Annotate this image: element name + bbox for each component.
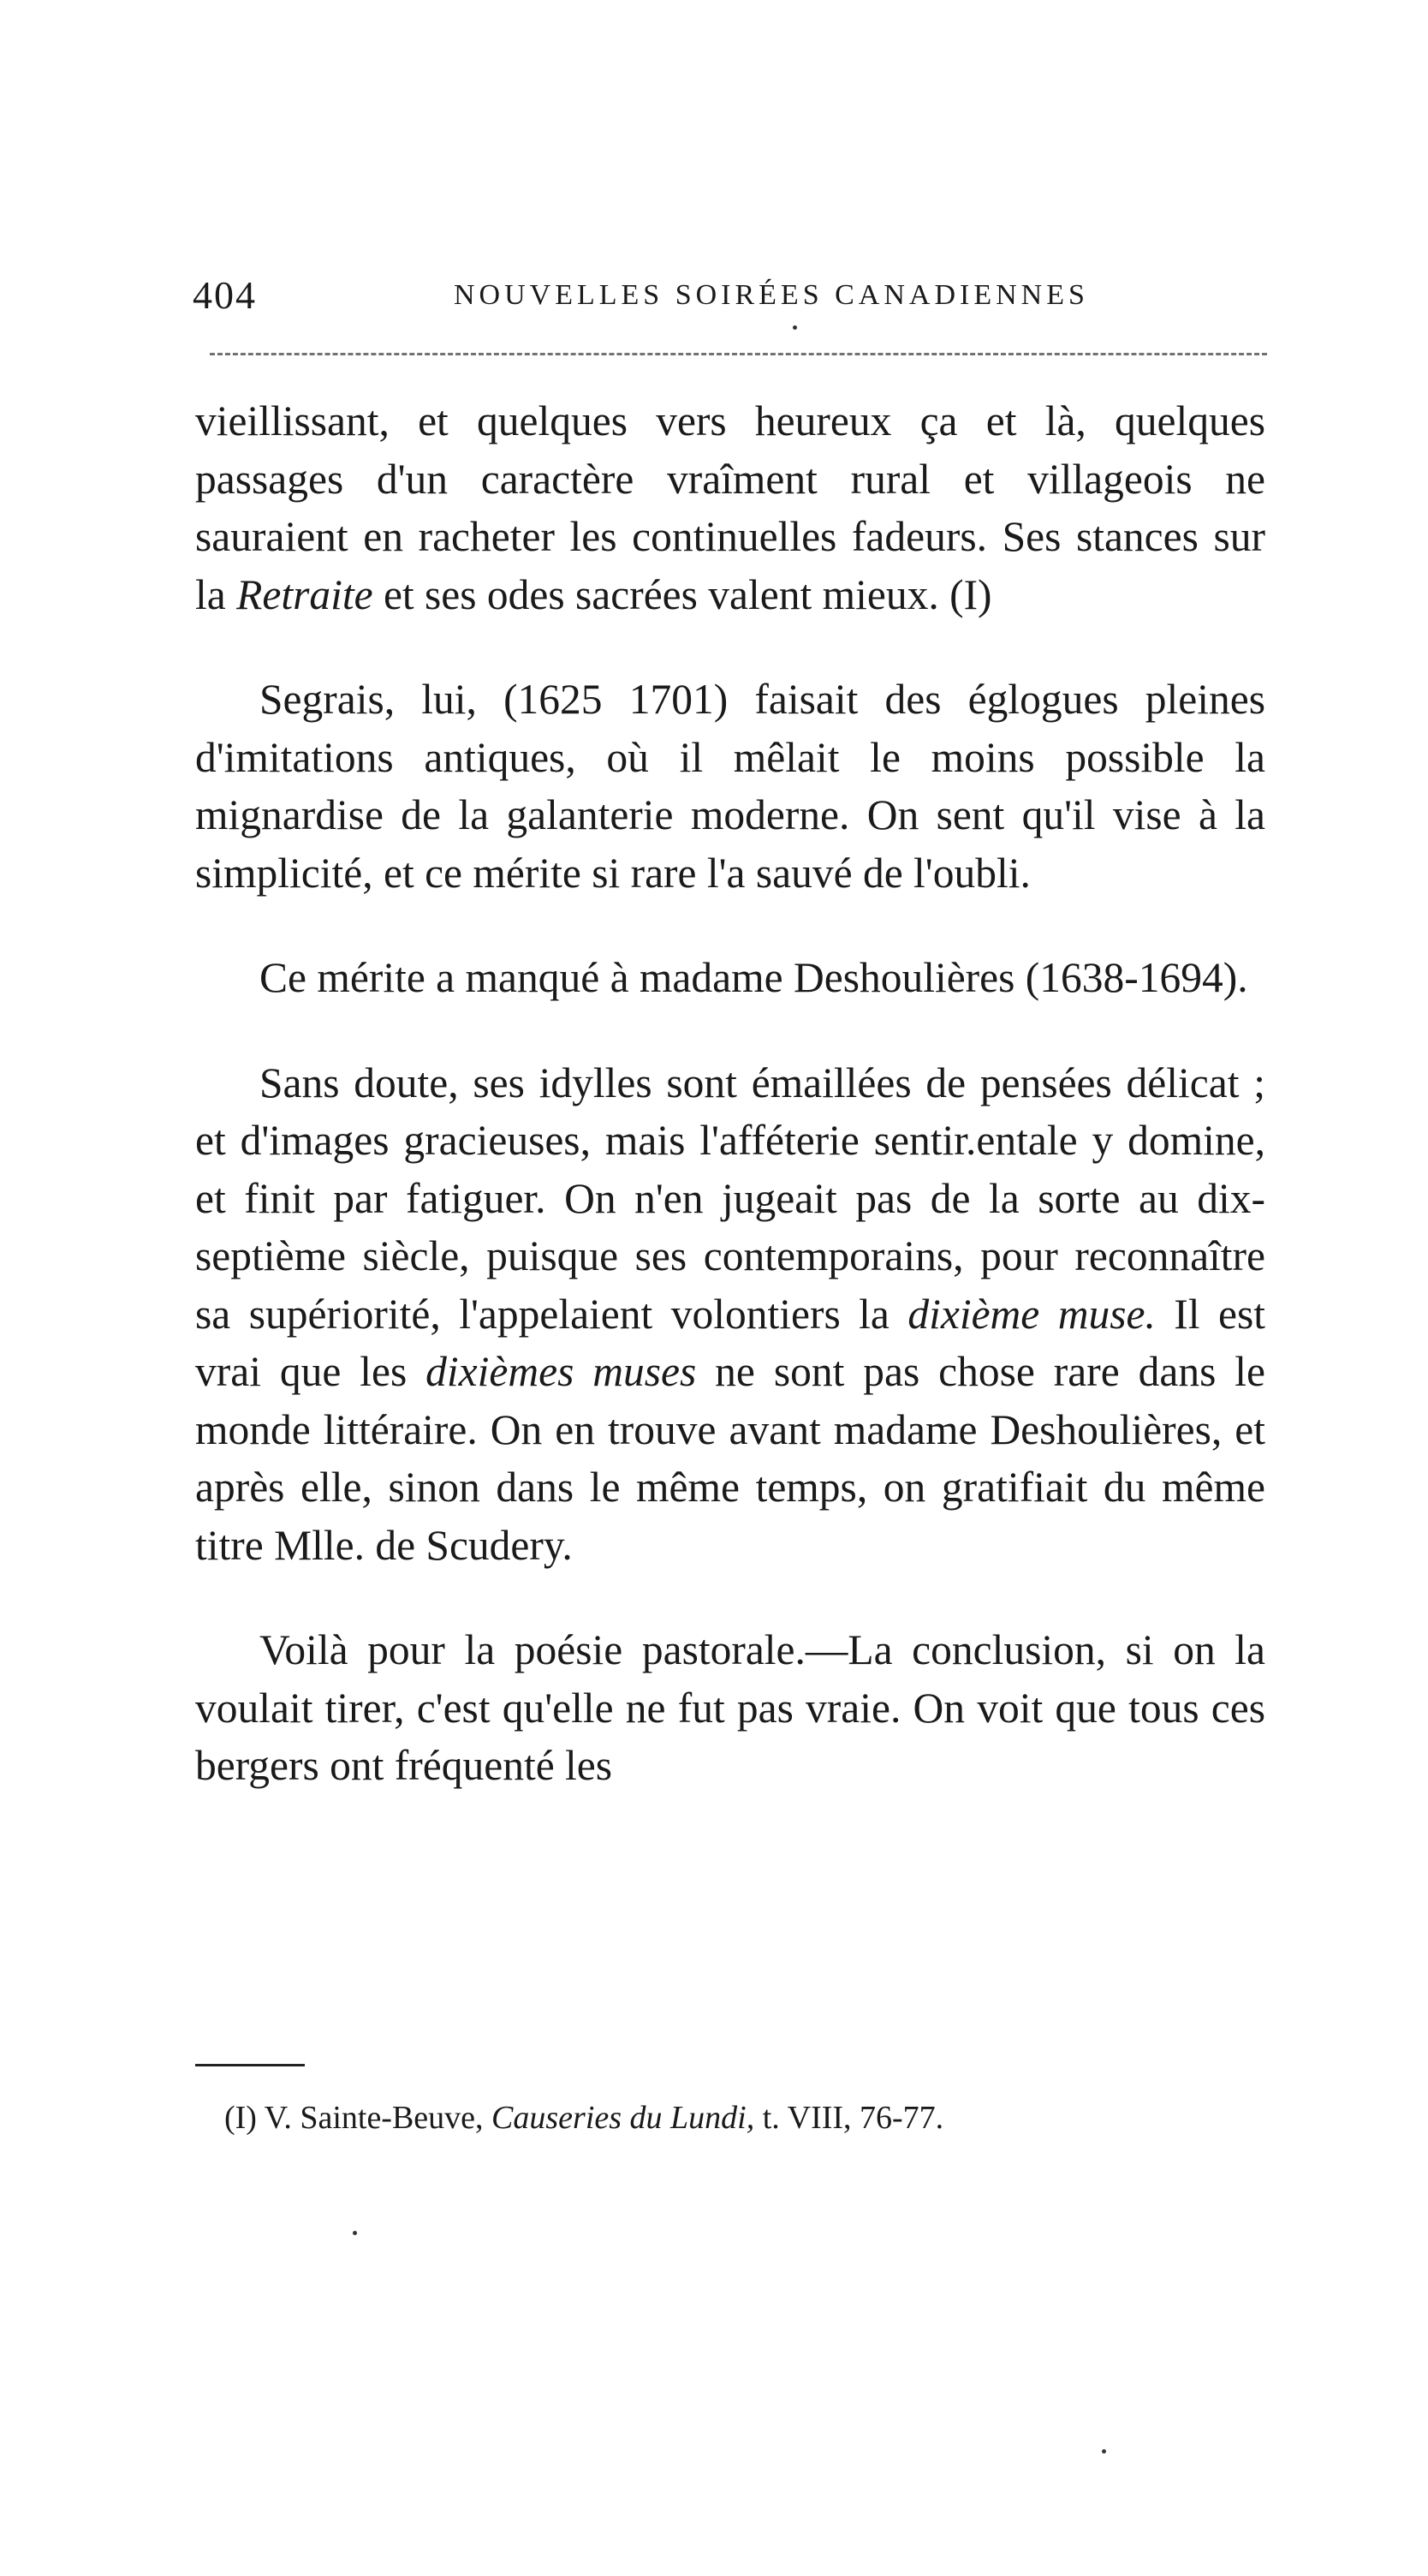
paragraph-1 bbox=[195, 392, 1265, 623]
footnote-italic-title: Causeries du Lundi, bbox=[491, 2100, 755, 2136]
paragraph-1-text-b: et ses odes sacrées valent mieux. (I) bbox=[372, 570, 992, 618]
footnote-text-b: t. VIII, 76-77. bbox=[754, 2100, 944, 2136]
paragraph-2: Segrais, lui, (1625 1701) faisait des églogues pleines d'imitations antiques, où il mêlait le moins possible la mignardise de la galanterie moderne. On sent qu'il vise à la simplicité, et ce mérite si rare l'a sauvé de l'oubli. bbox=[195, 676, 1265, 897]
header-rule bbox=[210, 353, 1267, 355]
paragraph-5: Voilà pour la poésie pastorale.—La conclusion, si on la voulait tirer, c'est qu'elle ne fut pas vraie. On voit que tous ces bergers ont fréquenté les bbox=[195, 1626, 1265, 1789]
footnote-text-a: V. Sainte-Beuve, bbox=[256, 2100, 492, 2136]
paragraph-4-text-c: ne sont pas chose rare dans le monde littéraire. On en trouve avant madame Deshoulières, et après elle, sinon dans le même temps, on gratifiait du même titre Mlle. de Scudery. bbox=[195, 1348, 1265, 1569]
page-header bbox=[193, 272, 1246, 324]
footnote bbox=[224, 2096, 1252, 2139]
paragraph-3: Ce mérite a manqué à madame Deshoulières (1638-1694). bbox=[259, 954, 1248, 1001]
paragraph-4-text-a: Sans doute, ses idylles sont émaillées de pensées délicat ; et d'images gracieuses, mais l'afféterie sentir.entale y domine, et finit par fatiguer. On n'en jugeait pas de la sorte au dix-septième siècle, puisque ses contemporains, pour reconnaître sa supériorité, l'appelaient volontiers la bbox=[195, 1058, 1265, 1338]
body-text bbox=[195, 392, 1265, 1842]
print-speck bbox=[353, 2231, 357, 2235]
paragraph-4-text-b: Il est vrai que les bbox=[195, 1290, 1265, 1395]
running-title: NOUVELLES SOIRÉES CANADIENNES bbox=[454, 279, 1089, 311]
print-speck bbox=[1102, 2449, 1106, 2454]
paragraph-4 bbox=[195, 1054, 1265, 1575]
italic-dixieme-muse: dixième muse. bbox=[907, 1290, 1156, 1338]
paragraph-1-text-a: vieillissant, et quelques vers heureux ça et là, quelques passages d'un caractère vraîment rural et villageois ne sauraient en racheter les continuelles fadeurs. Ses stances sur la bbox=[195, 397, 1265, 618]
print-speck bbox=[793, 325, 797, 330]
footnote-marker: (I) bbox=[224, 2100, 257, 2136]
page-number: 404 bbox=[193, 273, 257, 317]
italic-dixiemes-muses: dixièmes muses bbox=[425, 1348, 697, 1395]
italic-title-retraite: Retraite bbox=[236, 570, 373, 618]
footnote-rule bbox=[195, 2064, 305, 2066]
